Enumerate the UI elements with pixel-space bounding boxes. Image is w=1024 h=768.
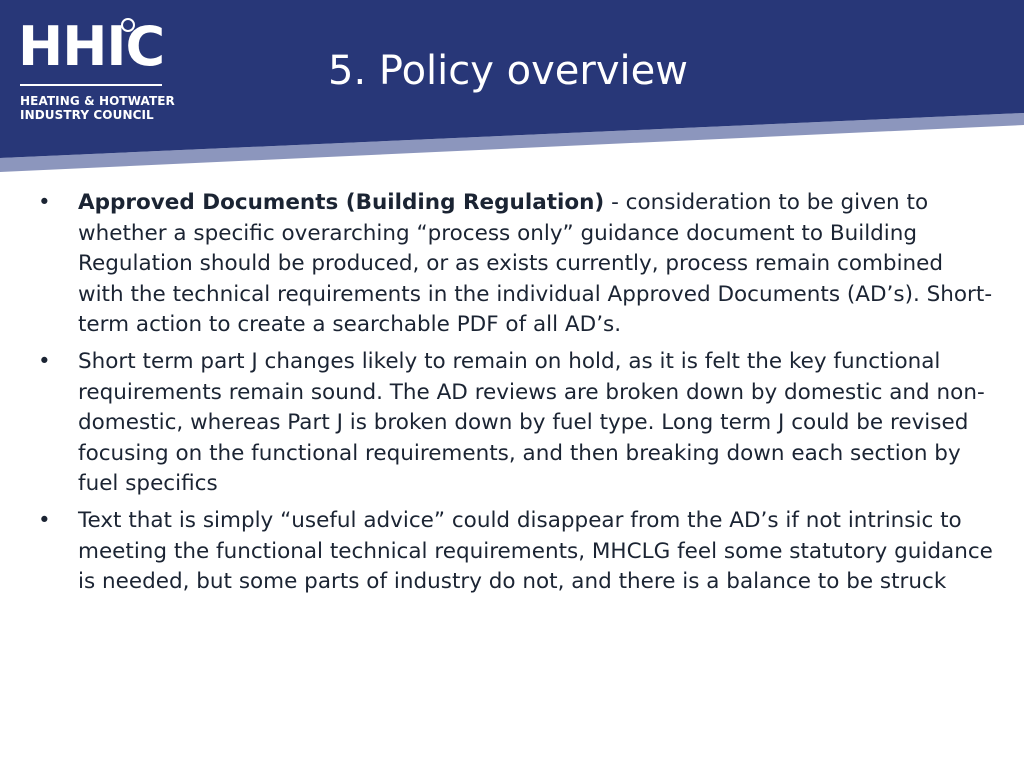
- bullet-text: - consideration to be given to whether a specific overarching “process only” guidance document to Building Regulation should be produced, or as exists currently, process remain combined with the technical requirements in the individual Approved Documents (AD’s). Short-term action to create a searchable PDF of all AD’s.: [78, 190, 993, 338]
- bullet-list: [34, 188, 994, 604]
- bullet-marker: •: [38, 348, 51, 374]
- logo-subtitle-line1: HEATING & HOTWATER: [20, 94, 175, 108]
- bullet-item: [34, 506, 994, 598]
- hhic-logo: [18, 15, 175, 124]
- logo-divider: [20, 84, 162, 86]
- bullet-item: [34, 188, 994, 341]
- bullet-marker: •: [38, 190, 51, 215]
- bullet-marker: •: [38, 507, 51, 533]
- logo-subtitle-line2: INDUSTRY COUNCIL: [20, 108, 154, 122]
- logo-mark: HHIC: [18, 15, 165, 78]
- logo-subtitle: [20, 94, 175, 122]
- bullet-item: [34, 347, 994, 500]
- bullet-text: Short term part J changes likely to remain on hold, as it is felt the key functional requirements remain sound. The AD reviews are broken down by domestic and non-domestic, whereas Part J is broken down by fuel type. Long term J could be revised focusing on the functional requirements, and then breaking down each section by fuel specifics: [78, 348, 985, 497]
- page-title: 5. Policy overview: [328, 48, 688, 94]
- bullet-heading: Approved Documents (Building Regulation): [78, 190, 605, 215]
- bullet-text: Text that is simply “useful advice” could disappear from the AD’s if not intrinsic to meeting the functional technical requirements, MHCLG feel some statutory guidance is needed, but some parts of industry do not, and there is a balance to be struck: [78, 507, 993, 595]
- logo-ring-icon: [121, 18, 135, 32]
